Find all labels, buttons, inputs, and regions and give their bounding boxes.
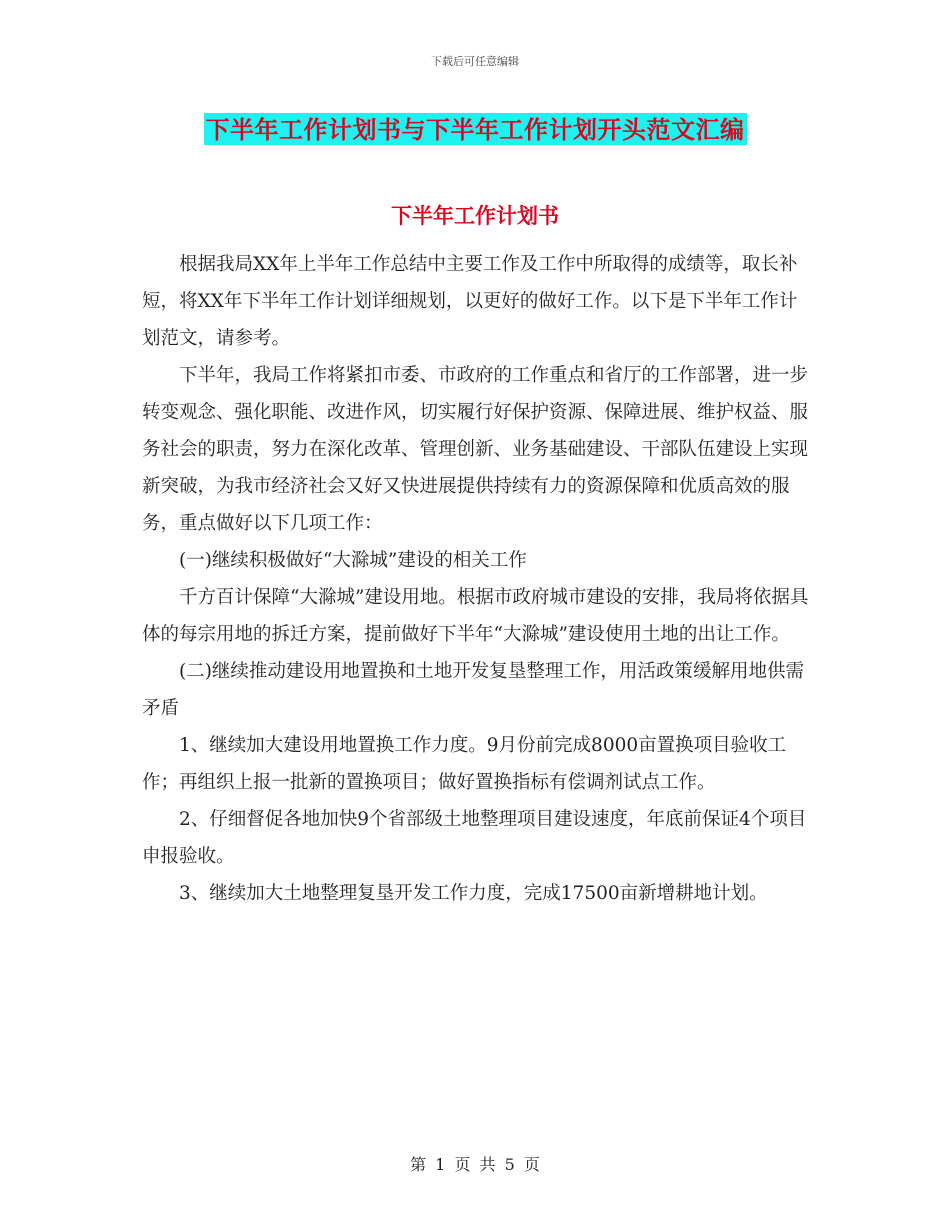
paragraph: (一)继续积极做好“大滁城”建设的相关工作	[179, 550, 527, 571]
paragraph: 1、继续加大建设用地置换工作力度。9月份前完成8000亩置换项目验收工作；再组织上报一批新的置换项目；做好置换指标有偿调剂试点工作。	[142, 735, 787, 793]
section-title: 下半年工作计划书	[391, 204, 559, 228]
paragraph: 根据我局XX年上半年工作总结中主要工作及工作中所取得的成绩等，取长补短，将XX年下半年工作计划详细规划，以更好的做好工作。以下是下半年工作计划范文，请参考。	[142, 254, 798, 349]
document-body	[142, 246, 812, 912]
paragraph: (二)继续推动建设用地置换和土地开发复垦整理工作，用活政策缓解用地供需矛盾	[142, 661, 804, 719]
document-title-text: 下半年工作计划书与下半年工作计划开头范文汇编	[204, 113, 747, 145]
page-footer: 第 1 页 共 5 页	[410, 1155, 540, 1174]
paragraph: 3、继续加大土地整理复垦开发工作力度，完成17500亩新增耕地计划。	[179, 883, 768, 904]
paragraph: 千方百计保障“大滁城”建设用地。根据市政府城市建设的安排，我局将依据具体的每宗用地的拆迁方案，提前做好下半年“大滁城”建设使用土地的出让工作。	[142, 587, 809, 645]
document-title	[0, 113, 950, 145]
paragraph: 2、仔细督促各地加快9个省部级土地整理项目建设速度，年底前保证4个项目申报验收。	[142, 809, 807, 867]
paragraph: 下半年，我局工作将紧扣市委、市政府的工作重点和省厅的工作部署，进一步转变观念、强化职能、改进作风，切实履行好保护资源、保障进展、维护权益、服务社会的职责，努力在深化改革、管理创新、业务基础建设、干部队伍建设上实现新突破，为我市经济社会又好又快进展提供持续有力的资源保障和优质高效的服务，重点做好以下几项工作：	[142, 365, 809, 534]
header-note: 下载后可任意编辑	[431, 55, 519, 68]
